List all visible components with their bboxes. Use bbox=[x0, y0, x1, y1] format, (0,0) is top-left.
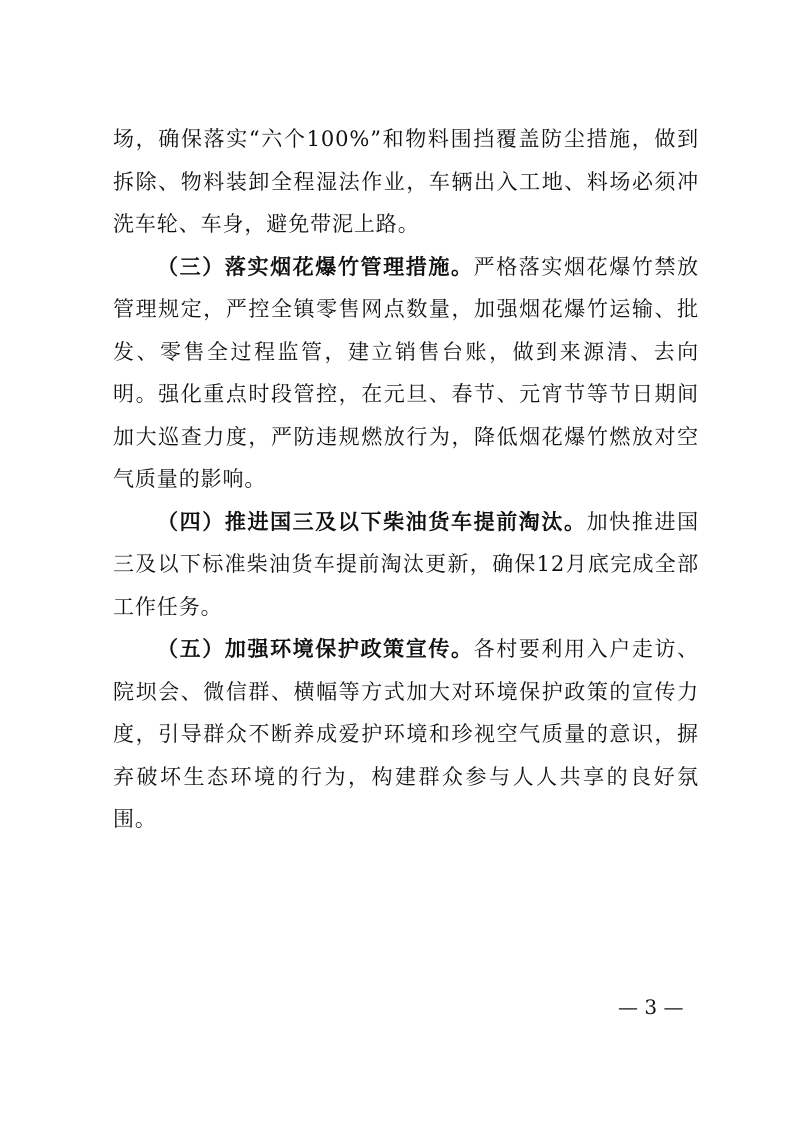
paragraph-text: 加快推进国三及以下标准柴油货车提前淘汰更新，确保12月底完成全部工作任务。 bbox=[113, 509, 699, 619]
paragraph-text: 场，确保落实“六个100%”和物料围挡覆盖防尘措施，做到拆除、物料装卸全程湿法作业，车辆出入工地、料场必须冲洗车轮、车身，避免带泥上路。 bbox=[113, 127, 699, 236]
paragraph-text: 严格落实烟花爆竹禁放管理规定，严控全镇零售网点数量，加强烟花爆竹运输、批发、零售全过程监管，建立销售台账，做到来源清、去向明。强化重点时段管控，在元旦、春节、元宵节等节日期间加大巡查力度，严防违规燃放行为，降低烟花爆竹燃放对空气质量的影响。 bbox=[113, 254, 699, 491]
paragraph-diesel-trucks bbox=[113, 501, 699, 629]
document-body bbox=[113, 118, 699, 841]
section-heading-three: （三）落实烟花爆竹管理措施。 bbox=[157, 253, 474, 279]
paragraph-continuation bbox=[113, 118, 699, 246]
paragraph-fireworks bbox=[113, 246, 699, 501]
section-heading-four: （四）推进国三及以下柴油货车提前淘汰。 bbox=[157, 508, 587, 534]
section-heading-five: （五）加强环境保护政策宣传。 bbox=[157, 636, 474, 661]
page-number: — 3 — bbox=[618, 995, 684, 1019]
paragraph-policy-publicity bbox=[113, 628, 699, 841]
paragraph-text: 各村要利用入户走访、院坝会、微信群、横幅等方式加大对环境保护政策的宣传力度，引导群众不断养成爱护环境和珍视空气质量的意识，摒弃破坏生态环境的行为，构建群众参与人人共享的良好氛围。 bbox=[113, 637, 699, 831]
